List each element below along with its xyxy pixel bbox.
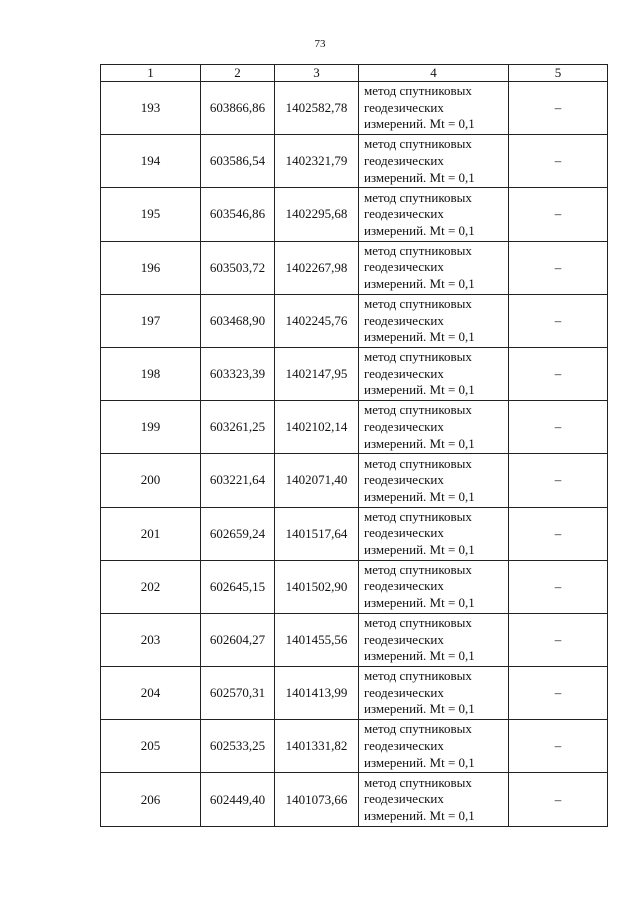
method-cell: метод спутниковых геодезических измерений. Mt = 0,1 bbox=[359, 773, 509, 826]
point-number-cell: 206 bbox=[101, 773, 201, 826]
coordinate-y-cell: 1401517,64 bbox=[275, 507, 359, 560]
point-number-cell: 198 bbox=[101, 347, 201, 400]
table-row bbox=[101, 82, 608, 135]
table-row bbox=[101, 773, 608, 826]
method-cell: метод спутниковых геодезических измерений. Mt = 0,1 bbox=[359, 613, 509, 666]
note-cell: – bbox=[509, 667, 608, 720]
coordinate-x-cell: 603546,86 bbox=[201, 188, 275, 241]
coordinate-x-cell: 603586,54 bbox=[201, 135, 275, 188]
table-row bbox=[101, 188, 608, 241]
method-cell: метод спутниковых геодезических измерений. Mt = 0,1 bbox=[359, 294, 509, 347]
point-number-cell: 202 bbox=[101, 560, 201, 613]
method-cell: метод спутниковых геодезических измерений. Mt = 0,1 bbox=[359, 720, 509, 773]
table-row bbox=[101, 347, 608, 400]
note-cell: – bbox=[509, 773, 608, 826]
coordinate-x-cell: 602659,24 bbox=[201, 507, 275, 560]
coordinate-y-cell: 1402102,14 bbox=[275, 401, 359, 454]
coordinate-y-cell: 1402267,98 bbox=[275, 241, 359, 294]
note-cell: – bbox=[509, 347, 608, 400]
note-cell: – bbox=[509, 135, 608, 188]
table-row bbox=[101, 613, 608, 666]
point-number-cell: 195 bbox=[101, 188, 201, 241]
coordinate-y-cell: 1401413,99 bbox=[275, 667, 359, 720]
note-cell: – bbox=[509, 294, 608, 347]
coordinate-x-cell: 602570,31 bbox=[201, 667, 275, 720]
page-number: 73 bbox=[314, 38, 326, 50]
coordinate-y-cell: 1402071,40 bbox=[275, 454, 359, 507]
note-cell: – bbox=[509, 401, 608, 454]
method-cell: метод спутниковых геодезических измерений. Mt = 0,1 bbox=[359, 667, 509, 720]
note-cell: – bbox=[509, 720, 608, 773]
coordinate-x-cell: 603468,90 bbox=[201, 294, 275, 347]
note-cell: – bbox=[509, 454, 608, 507]
coordinate-y-cell: 1402582,78 bbox=[275, 82, 359, 135]
note-cell: – bbox=[509, 188, 608, 241]
column-header-3: 3 bbox=[275, 65, 359, 82]
method-cell: метод спутниковых геодезических измерений. Mt = 0,1 bbox=[359, 454, 509, 507]
table-row bbox=[101, 135, 608, 188]
coordinate-y-cell: 1402245,76 bbox=[275, 294, 359, 347]
column-header-4: 4 bbox=[359, 65, 509, 82]
table-row bbox=[101, 560, 608, 613]
coordinate-y-cell: 1401331,82 bbox=[275, 720, 359, 773]
coordinate-y-cell: 1401502,90 bbox=[275, 560, 359, 613]
point-number-cell: 196 bbox=[101, 241, 201, 294]
column-header-2: 2 bbox=[201, 65, 275, 82]
method-cell: метод спутниковых геодезических измерений. Mt = 0,1 bbox=[359, 560, 509, 613]
coordinate-x-cell: 602449,40 bbox=[201, 773, 275, 826]
coordinate-x-cell: 602645,15 bbox=[201, 560, 275, 613]
note-cell: – bbox=[509, 507, 608, 560]
coordinate-x-cell: 602533,25 bbox=[201, 720, 275, 773]
table-row bbox=[101, 241, 608, 294]
coordinate-x-cell: 603261,25 bbox=[201, 401, 275, 454]
point-number-cell: 203 bbox=[101, 613, 201, 666]
column-header-5: 5 bbox=[509, 65, 608, 82]
point-number-cell: 199 bbox=[101, 401, 201, 454]
method-cell: метод спутниковых геодезических измерений. Mt = 0,1 bbox=[359, 401, 509, 454]
table-body bbox=[101, 82, 608, 827]
note-cell: – bbox=[509, 560, 608, 613]
table-row bbox=[101, 507, 608, 560]
coordinate-y-cell: 1401073,66 bbox=[275, 773, 359, 826]
method-cell: метод спутниковых геодезических измерений. Mt = 0,1 bbox=[359, 188, 509, 241]
coordinate-x-cell: 603503,72 bbox=[201, 241, 275, 294]
method-cell: метод спутниковых геодезических измерений. Mt = 0,1 bbox=[359, 135, 509, 188]
point-number-cell: 204 bbox=[101, 667, 201, 720]
table-row bbox=[101, 720, 608, 773]
point-number-cell: 197 bbox=[101, 294, 201, 347]
note-cell: – bbox=[509, 82, 608, 135]
coordinate-x-cell: 603221,64 bbox=[201, 454, 275, 507]
method-cell: метод спутниковых геодезических измерений. Mt = 0,1 bbox=[359, 347, 509, 400]
table-row bbox=[101, 454, 608, 507]
coordinates-table bbox=[100, 64, 608, 827]
coordinate-x-cell: 603323,39 bbox=[201, 347, 275, 400]
point-number-cell: 194 bbox=[101, 135, 201, 188]
method-cell: метод спутниковых геодезических измерений. Mt = 0,1 bbox=[359, 507, 509, 560]
table-row bbox=[101, 401, 608, 454]
table-header-row bbox=[101, 65, 608, 82]
point-number-cell: 201 bbox=[101, 507, 201, 560]
table-row bbox=[101, 294, 608, 347]
coordinate-y-cell: 1402321,79 bbox=[275, 135, 359, 188]
note-cell: – bbox=[509, 613, 608, 666]
coordinate-x-cell: 602604,27 bbox=[201, 613, 275, 666]
table-row bbox=[101, 667, 608, 720]
coordinate-y-cell: 1402147,95 bbox=[275, 347, 359, 400]
note-cell: – bbox=[509, 241, 608, 294]
coordinate-y-cell: 1401455,56 bbox=[275, 613, 359, 666]
point-number-cell: 193 bbox=[101, 82, 201, 135]
point-number-cell: 200 bbox=[101, 454, 201, 507]
coordinate-y-cell: 1402295,68 bbox=[275, 188, 359, 241]
point-number-cell: 205 bbox=[101, 720, 201, 773]
method-cell: метод спутниковых геодезических измерений. Mt = 0,1 bbox=[359, 241, 509, 294]
coordinate-x-cell: 603866,86 bbox=[201, 82, 275, 135]
method-cell: метод спутниковых геодезических измерений. Mt = 0,1 bbox=[359, 82, 509, 135]
column-header-1: 1 bbox=[101, 65, 201, 82]
